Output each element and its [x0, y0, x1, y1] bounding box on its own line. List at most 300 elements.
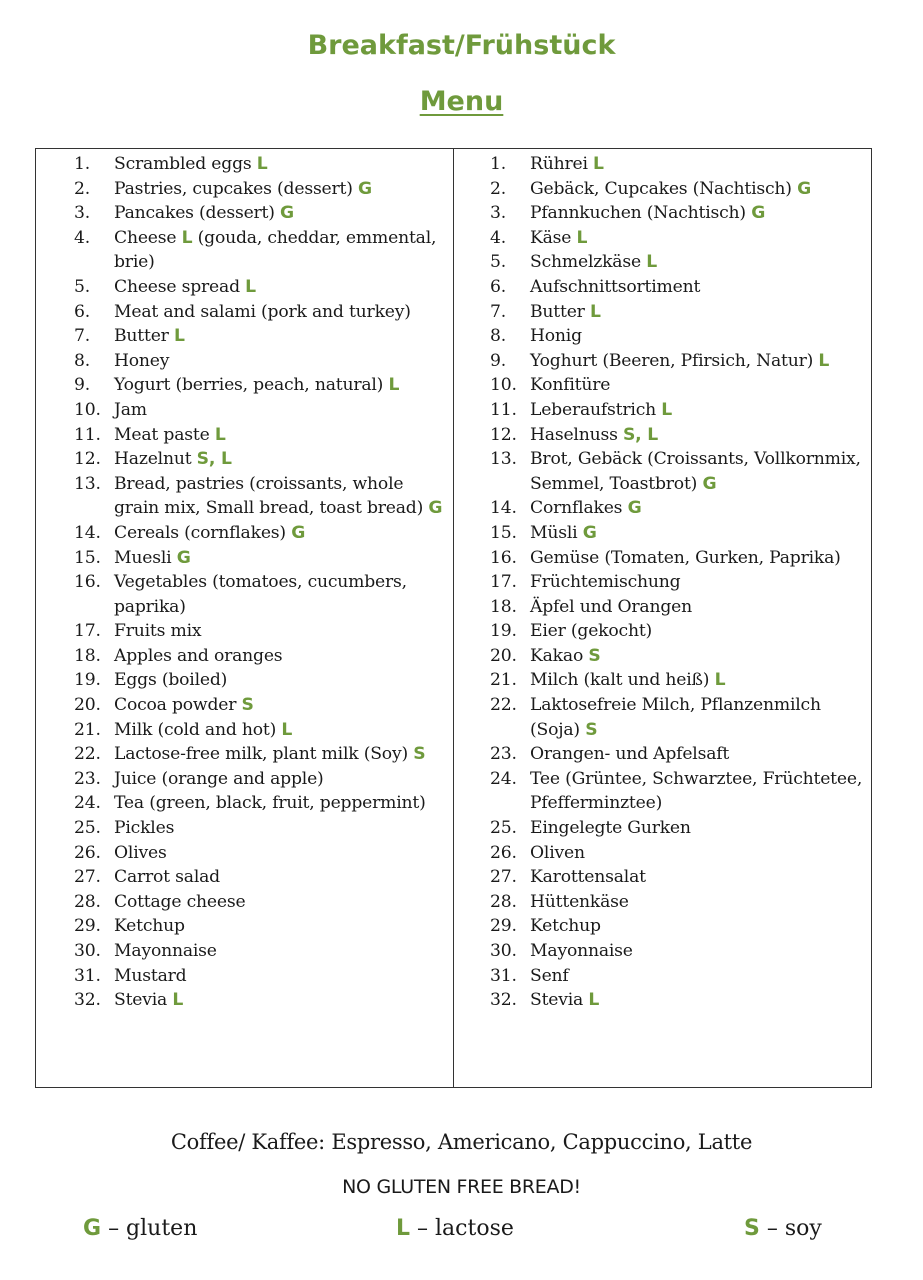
item-name: Tee (Grüntee, Schwarztee, Früchtetee, Pfefferminztee): [530, 768, 863, 814]
item-number: 22.: [74, 744, 101, 765]
menu-item: [74, 865, 453, 890]
item-name: Mayonnaise: [114, 941, 217, 961]
item-number: 5.: [74, 276, 90, 297]
legend-soy: [744, 1216, 822, 1241]
item-text: [530, 865, 871, 890]
item-number: 1.: [74, 154, 90, 174]
menu-heading: Menu: [419, 86, 504, 117]
item-number: 12.: [74, 449, 101, 470]
allergen-tag: G: [428, 498, 443, 519]
item-name: Apples and oranges: [114, 645, 283, 666]
item-text: [114, 373, 453, 398]
item-number: 23.: [74, 768, 101, 789]
allergen-tag: S, L: [196, 449, 232, 470]
item-number: 3.: [490, 203, 506, 224]
german-column: [454, 149, 871, 1087]
item-text: [530, 939, 871, 964]
menu-item: [490, 226, 871, 251]
item-name: Käse: [530, 227, 572, 248]
item-number: 10.: [74, 399, 101, 420]
menu-item: [74, 619, 453, 644]
item-text: [114, 668, 453, 693]
item-text: [114, 152, 453, 177]
allergen-tag: S: [588, 645, 601, 666]
item-text: [530, 693, 871, 742]
item-number: 17.: [490, 572, 517, 593]
item-text: [114, 349, 453, 374]
allergen-tag: G: [797, 178, 811, 199]
legend-key: L: [396, 1216, 411, 1241]
item-text: [530, 250, 871, 275]
item-name: Meat paste: [114, 424, 210, 445]
allergen-tag: S, L: [622, 424, 659, 445]
item-number: 19.: [490, 621, 517, 642]
item-name: Mayonnaise: [530, 941, 633, 961]
allergen-tag: L: [714, 670, 726, 691]
item-name: Lactose-free milk, plant milk (Soy): [114, 744, 408, 765]
menu-item: [74, 300, 453, 325]
item-text: [530, 226, 871, 251]
menu-item: [490, 275, 871, 300]
item-text: [114, 988, 453, 1013]
item-name: Yogurt (berries, peach, natural): [114, 375, 384, 396]
menu-item: [74, 644, 453, 669]
allergen-tag: L: [593, 154, 604, 174]
item-text: [114, 324, 453, 349]
item-text: [114, 201, 453, 226]
item-text: [530, 275, 871, 300]
item-name: Muesli: [114, 547, 172, 568]
item-name: Honey: [114, 350, 170, 371]
menu-item: [74, 521, 453, 546]
menu-item: [74, 324, 453, 349]
item-text: [530, 570, 871, 595]
item-text: [530, 595, 871, 620]
item-text: [114, 791, 453, 816]
allergen-tag: L: [588, 990, 600, 1011]
menu-item: [490, 201, 871, 226]
item-name: Cornflakes: [530, 498, 623, 519]
item-text: [114, 914, 453, 939]
menu-item: [490, 546, 871, 571]
item-name: Pickles: [114, 818, 175, 839]
item-number: 30.: [490, 941, 517, 961]
item-text: [114, 275, 453, 300]
menu-table: [35, 148, 872, 1088]
item-text: [530, 668, 871, 693]
page-title: Breakfast/Frühstück: [307, 30, 616, 61]
item-text: [530, 373, 871, 398]
item-text: [114, 619, 453, 644]
item-text: [530, 447, 871, 496]
item-name: Stevia: [530, 990, 584, 1011]
allergen-tag: G: [627, 498, 642, 519]
item-name: Meat and salami (pork and turkey): [114, 301, 411, 322]
item-text: [114, 644, 453, 669]
menu-item: [74, 668, 453, 693]
item-text: [530, 398, 871, 423]
legend-label: – soy: [766, 1216, 822, 1241]
item-text: [114, 939, 453, 964]
menu-item: [490, 324, 871, 349]
item-name: Butter: [114, 326, 169, 347]
item-name: Hazelnut: [114, 449, 192, 470]
item-text: [530, 423, 871, 448]
item-number: 21.: [74, 719, 101, 740]
menu-item: [490, 939, 871, 964]
menu-item: [490, 447, 871, 496]
allergen-tag: G: [176, 547, 191, 568]
item-text: [530, 644, 871, 669]
item-name: Früchtemischung: [530, 572, 681, 593]
menu-item: [490, 644, 871, 669]
menu-item: [490, 300, 871, 325]
menu-item: [490, 865, 871, 890]
allergen-tag: L: [172, 990, 184, 1011]
item-number: 5.: [490, 252, 506, 273]
menu-item: [74, 546, 453, 571]
menu-item: [74, 226, 453, 275]
item-text: [530, 152, 871, 177]
item-name: Pancakes (dessert): [114, 203, 275, 224]
allergen-tag: S: [413, 744, 426, 765]
allergen-tag: G: [702, 473, 717, 494]
legend-label: – lactose: [417, 1216, 514, 1241]
allergen-tag: S: [241, 695, 254, 716]
item-number: 13.: [74, 473, 101, 494]
item-name: Karottensalat: [530, 867, 646, 888]
allergen-tag: G: [291, 522, 306, 543]
allergen-tag: L: [173, 326, 185, 347]
item-text: [114, 398, 453, 423]
item-name: Ketchup: [114, 916, 185, 937]
menu-item: [74, 373, 453, 398]
item-name: Juice (orange and apple): [114, 768, 324, 789]
menu-item: [74, 988, 453, 1013]
item-number: 18.: [490, 596, 517, 617]
item-number: 3.: [74, 203, 90, 224]
item-number: 21.: [490, 670, 517, 691]
item-number: 26.: [74, 842, 101, 863]
item-text: [530, 841, 871, 866]
item-number: 4.: [74, 227, 90, 248]
menu-item: [490, 890, 871, 915]
item-number: 26.: [490, 842, 517, 863]
item-number: 12.: [490, 424, 517, 445]
item-name: Cheese: [114, 227, 177, 248]
item-text: [530, 767, 871, 816]
item-text: [530, 201, 871, 226]
item-name: Oliven: [530, 842, 585, 863]
item-name: Schmelzkäse: [530, 252, 641, 273]
item-name: Bread, pastries (croissants, whole grain mix, Small bread, toast bread): [114, 473, 424, 519]
menu-item: [74, 841, 453, 866]
item-text: [114, 546, 453, 571]
menu-item: [490, 177, 871, 202]
item-name: Konfitüre: [530, 375, 611, 396]
allergen-tag: G: [751, 203, 766, 224]
menu-item: [490, 816, 871, 841]
coffee-line: Coffee/ Kaffee: Espresso, Americano, Cappuccino, Latte: [170, 1130, 753, 1154]
item-number: 15.: [490, 522, 517, 543]
item-number: 16.: [74, 572, 101, 593]
allergen-tag: L: [589, 301, 601, 322]
item-text: [114, 447, 453, 472]
menu-item: [490, 988, 871, 1013]
item-text: [530, 300, 871, 325]
item-number: 24.: [74, 793, 101, 814]
allergen-tag: L: [576, 227, 588, 248]
allergen-tag: L: [245, 276, 256, 297]
menu-item: [74, 472, 453, 521]
item-name: Mustard: [114, 965, 187, 986]
item-number: 7.: [74, 326, 90, 347]
menu-item: [490, 521, 871, 546]
item-text: [114, 890, 453, 915]
item-name: Olives: [114, 842, 167, 863]
item-name: Ketchup: [530, 916, 601, 937]
item-number: 11.: [490, 399, 517, 420]
item-number: 28.: [490, 891, 517, 912]
item-name: Scrambled eggs: [114, 154, 252, 174]
item-name: Cocoa powder: [114, 695, 237, 716]
item-name: Aufschnittsortiment: [530, 276, 701, 297]
item-text: [530, 521, 871, 546]
item-number: 14.: [74, 522, 101, 543]
item-name: Laktosefreie Milch, Pflanzenmilch (Soja): [530, 695, 821, 740]
item-number: 17.: [74, 621, 101, 642]
item-text: [114, 570, 453, 619]
menu-item: [74, 152, 453, 177]
item-name: Äpfel und Orangen: [530, 596, 692, 617]
allergen-tag: G: [358, 178, 372, 199]
item-number: 15.: [74, 547, 101, 568]
item-number: 9.: [74, 375, 90, 396]
allergen-tag: L: [256, 154, 268, 174]
menu-item: [490, 619, 871, 644]
item-number: 32.: [490, 990, 517, 1011]
item-text: [530, 914, 871, 939]
item-text: [530, 988, 871, 1013]
item-number: 9.: [490, 350, 506, 371]
item-text: [114, 767, 453, 792]
allergen-tag: L: [661, 399, 673, 420]
item-number: 18.: [74, 645, 101, 666]
menu-item: [490, 914, 871, 939]
legend-key: G: [83, 1216, 102, 1241]
item-name: Carrot salad: [114, 867, 220, 888]
menu-item: [490, 767, 871, 816]
item-name: Cereals (cornflakes): [114, 522, 286, 543]
item-text: [114, 521, 453, 546]
item-text: [530, 349, 871, 374]
menu-item: [74, 447, 453, 472]
item-text: [114, 841, 453, 866]
item-name: Vegetables (tomatoes, cucumbers, paprika): [114, 572, 407, 617]
item-text: [114, 472, 453, 521]
item-number: 31.: [490, 965, 517, 986]
item-number: 25.: [490, 818, 517, 839]
item-number: 6.: [74, 301, 90, 322]
english-menu-list: [36, 152, 453, 1013]
menu-item: [74, 890, 453, 915]
item-name: Eggs (boiled): [114, 670, 228, 691]
item-text: [530, 619, 871, 644]
item-number: 11.: [74, 424, 101, 445]
menu-item: [74, 816, 453, 841]
item-name: Senf: [530, 965, 569, 986]
item-name: Milch (kalt und heiß): [530, 670, 710, 691]
menu-item: [490, 349, 871, 374]
menu-item: [490, 496, 871, 521]
item-name: Cheese spread: [114, 276, 240, 297]
item-name: Jam: [114, 399, 147, 420]
menu-item: [74, 791, 453, 816]
menu-item: [74, 201, 453, 226]
item-text: [114, 964, 453, 989]
item-number: 25.: [74, 818, 101, 839]
item-text: [530, 816, 871, 841]
item-number: 10.: [490, 375, 517, 396]
menu-item: [490, 250, 871, 275]
item-number: 31.: [74, 965, 101, 986]
menu-item: [74, 177, 453, 202]
item-number: 2.: [490, 178, 506, 199]
item-number: 28.: [74, 891, 101, 912]
item-number: 30.: [74, 941, 101, 961]
legend-lactose: [396, 1216, 514, 1241]
item-text: [114, 693, 453, 718]
item-text: [530, 496, 871, 521]
allergen-tag: G: [280, 203, 294, 224]
menu-item: [74, 423, 453, 448]
item-number: 16.: [490, 547, 517, 568]
item-name: Pastries, cupcakes (dessert): [114, 178, 353, 199]
item-number: 20.: [490, 645, 517, 666]
menu-item: [490, 742, 871, 767]
item-name: Yoghurt (Beeren, Pfirsich, Natur): [530, 350, 814, 371]
item-number: 7.: [490, 301, 506, 322]
item-name: Honig: [530, 326, 582, 347]
menu-item: [74, 767, 453, 792]
menu-item: [490, 373, 871, 398]
item-detail: (gouda, cheddar, emmental, brie): [114, 227, 437, 273]
item-name: Fruits mix: [114, 621, 202, 642]
menu-item: [490, 398, 871, 423]
legend-gluten: [83, 1216, 197, 1241]
item-text: [530, 890, 871, 915]
item-text: [114, 865, 453, 890]
item-number: 27.: [490, 867, 517, 888]
item-text: [114, 226, 453, 275]
item-name: Brot, Gebäck (Croissants, Vollkornmix, Semmel, Toastbrot): [530, 449, 861, 494]
menu-item: [74, 693, 453, 718]
menu-item: [74, 939, 453, 964]
item-name: Gemüse (Tomaten, Gurken, Paprika): [530, 547, 841, 568]
item-text: [114, 816, 453, 841]
item-number: 22.: [490, 695, 517, 716]
item-number: 1.: [490, 154, 506, 174]
item-name: Cottage cheese: [114, 891, 246, 912]
menu-item: [74, 349, 453, 374]
item-name: Tea (green, black, fruit, peppermint): [114, 793, 426, 814]
menu-item: [74, 964, 453, 989]
english-column: [36, 149, 454, 1087]
item-name: Butter: [530, 301, 585, 322]
item-number: 8.: [490, 326, 506, 347]
item-name: Hüttenkäse: [530, 891, 629, 912]
item-number: 24.: [490, 768, 517, 789]
menu-item: [74, 275, 453, 300]
item-number: 23.: [490, 744, 517, 765]
item-name: Haselnuss: [530, 424, 618, 445]
item-name: Orangen- und Apfelsaft: [530, 744, 730, 765]
item-number: 14.: [490, 498, 517, 519]
item-text: [530, 546, 871, 571]
item-text: [114, 177, 453, 202]
item-text: [114, 718, 453, 743]
item-name: Eier (gekocht): [530, 621, 653, 642]
item-text: [114, 742, 453, 767]
legend-label: – gluten: [108, 1216, 198, 1241]
item-text: [530, 324, 871, 349]
item-name: Milk (cold and hot): [114, 719, 277, 740]
allergen-tag: L: [181, 227, 193, 248]
item-name: Rührei: [530, 154, 588, 174]
item-number: 8.: [74, 350, 90, 371]
item-text: [530, 964, 871, 989]
item-name: Leberaufstrich: [530, 399, 656, 420]
menu-item: [490, 570, 871, 595]
allergen-tag: L: [214, 424, 226, 445]
menu-item: [74, 718, 453, 743]
no-gluten-notice: NO GLUTEN FREE BREAD!: [342, 1176, 581, 1198]
item-number: 32.: [74, 990, 101, 1011]
item-number: 29.: [490, 916, 517, 937]
item-text: [530, 742, 871, 767]
menu-item: [74, 398, 453, 423]
item-number: 6.: [490, 276, 506, 297]
allergen-tag: L: [818, 350, 830, 371]
menu-item: [490, 841, 871, 866]
menu-item: [490, 693, 871, 742]
allergen-tag: S: [585, 719, 598, 740]
item-number: 29.: [74, 916, 101, 937]
german-menu-list: [454, 152, 871, 1013]
item-name: Stevia: [114, 990, 168, 1011]
item-name: Pfannkuchen (Nachtisch): [530, 203, 746, 224]
menu-item: [74, 570, 453, 619]
item-name: Müsli: [530, 522, 578, 543]
legend-key: S: [744, 1216, 760, 1241]
menu-item: [490, 152, 871, 177]
menu-item: [490, 964, 871, 989]
item-number: 13.: [490, 449, 517, 470]
allergen-tag: L: [281, 719, 293, 740]
item-number: 19.: [74, 670, 101, 691]
menu-item: [74, 742, 453, 767]
allergen-tag: L: [388, 375, 400, 396]
allergen-tag: G: [582, 522, 597, 543]
menu-item: [74, 914, 453, 939]
item-text: [114, 423, 453, 448]
menu-item: [490, 668, 871, 693]
item-text: [530, 177, 871, 202]
menu-item: [490, 595, 871, 620]
item-name: Eingelegte Gurken: [530, 818, 691, 839]
item-number: 20.: [74, 695, 101, 716]
item-number: 27.: [74, 867, 101, 888]
